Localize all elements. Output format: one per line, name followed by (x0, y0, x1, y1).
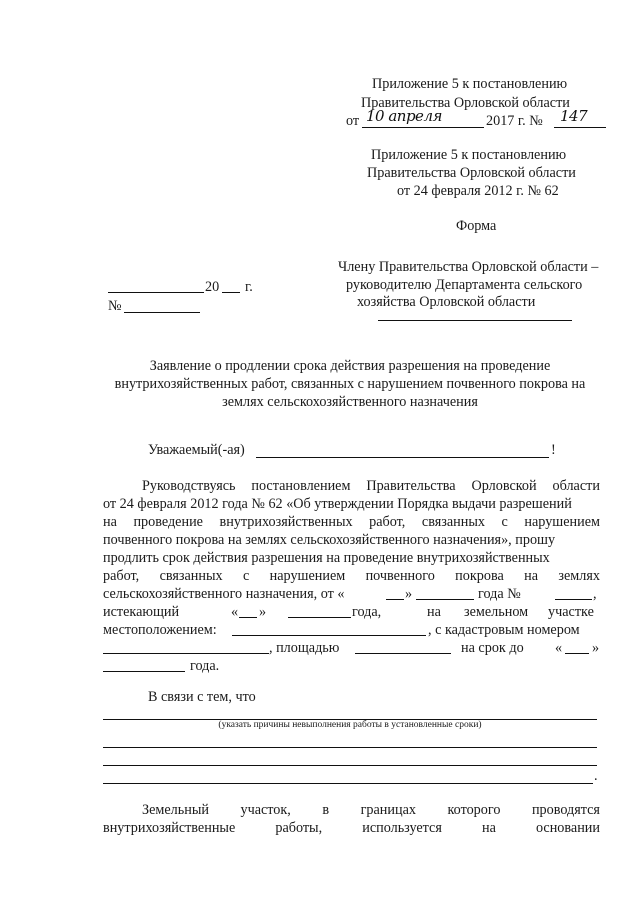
p1-l1-w3: Правительства (366, 478, 456, 494)
p1-l8-d: года, (352, 604, 382, 620)
p1-l9-a: местоположением: (103, 622, 217, 638)
appendix-old-line3: от 24 февраля 2012 г. № 62 (397, 183, 559, 199)
p1-l7-c: года № (478, 586, 521, 602)
p1-l3-w1: на (103, 514, 117, 530)
term-month-blank (103, 671, 185, 672)
year-suffix: г. (245, 279, 253, 295)
addressee-line3: хозяйства Орловской области (357, 294, 536, 310)
p1-l6-w4: нарушением (269, 568, 346, 584)
p1-l3-w7: нарушением (524, 514, 600, 530)
appendix-new-line2: Правительства Орловской области (361, 95, 570, 111)
p3-l1-w2: участок, (240, 802, 291, 818)
p1-l1-w2: постановлением (251, 478, 351, 494)
p1-l7-d: , (593, 586, 597, 602)
form-label: Форма (456, 218, 497, 234)
permit-number-blank (555, 599, 592, 600)
date-century: 20 (205, 279, 220, 295)
p3-l2-w5: основании (535, 820, 600, 836)
p1-l6-w6: покрова (455, 568, 504, 584)
p3-l1-w5: которого (447, 802, 501, 818)
reason-blank-3 (103, 765, 597, 766)
number-blank (124, 312, 200, 313)
p1-l10-d: » (592, 640, 600, 656)
p1-l6-w3: с (242, 568, 250, 584)
p1-l10-c: « (555, 640, 563, 656)
p1-l6-w2: связанных (159, 568, 223, 584)
p3-l1-w3: в (322, 802, 330, 818)
p1-l8-c: » (259, 604, 267, 620)
p1-l3-w2: проведение (133, 514, 203, 530)
p1-l8-e: на (427, 604, 441, 620)
reason-final-dot: . (594, 768, 598, 784)
p1-l6-w1: работ, (103, 568, 140, 584)
permit-day-blank (386, 599, 404, 600)
p3-l2-w1: внутрихозяйственные (103, 820, 236, 836)
p1-l7-b: » (405, 586, 413, 602)
p1-l8-b: « (231, 604, 239, 620)
appendix-date-handwritten: 10 апреля (366, 107, 442, 125)
p3-l2-w3: используется (362, 820, 442, 836)
appendix-date-prefix: от (346, 113, 360, 129)
p3-line2 (103, 820, 600, 837)
p1-l10-b: на срок до (461, 640, 524, 656)
p3-l1-w6: проводятся (531, 802, 600, 818)
expiry-month-blank (288, 617, 351, 618)
title-line1: Заявление о продлении срока действия разрешения на проведение (149, 358, 551, 374)
p1-l6-w5: почвенного (365, 568, 435, 584)
expiry-day-blank (239, 617, 257, 618)
appendix-date-field (362, 107, 484, 128)
p1-l9-b: , с кадастровым номером (428, 622, 580, 638)
salutation-end: ! (551, 442, 556, 458)
p3-line1 (142, 802, 600, 819)
p1-l11: года. (190, 658, 220, 674)
appendix-old-line2: Правительства Орловской области (367, 165, 576, 181)
p1-l3-w5: связанных (421, 514, 485, 530)
p1-line1 (142, 478, 600, 495)
p2-text: В связи с тем, что (148, 689, 256, 705)
p1-l8-a: истекающий (103, 604, 180, 620)
appendix-number-handwritten: 147 (560, 107, 588, 125)
p1-l6-w7: на (524, 568, 538, 584)
appendix-old-line1: Приложение 5 к постановлению (371, 147, 567, 163)
year-blank (222, 292, 240, 293)
p1-l10-a: , площадью (269, 640, 340, 656)
date-blank (108, 292, 204, 293)
title-line2: внутрихозяйственных работ, связанных с нарушением почвенного покрова на (114, 376, 586, 392)
p3-l2-w4: на (481, 820, 496, 836)
p1-l1-w5: области (552, 478, 600, 494)
location-blank (232, 635, 426, 636)
reason-blank-4 (103, 783, 593, 784)
p1-l7-a: сельскохозяйственного назначения, от « (103, 586, 345, 602)
p3-l1-w1: Земельный (142, 802, 209, 818)
p1-line5: продлить срок действия разрешения на проведение внутрихозяйственных (103, 550, 550, 566)
p1-l1-w4: Орловской (471, 478, 537, 494)
reason-blank-2 (103, 747, 597, 748)
p1-line2: от 24 февраля 2012 года № 62 «Об утверждении Порядка выдачи разрешений (103, 496, 572, 512)
salutation-text: Уважаемый(-ая) (148, 442, 245, 458)
addressee-line1: Члену Правительства Орловской области – (338, 259, 599, 275)
p1-l8-g: участке (548, 604, 594, 620)
title-line3: землях сельскохозяйственного назначения (222, 394, 478, 410)
p1-line6 (103, 568, 600, 585)
salutation-blank (256, 457, 549, 458)
cadastral-number-blank (103, 653, 269, 654)
p1-l1-w1: Руководствуясь (142, 478, 236, 494)
area-blank (355, 653, 451, 654)
p1-line4: почвенного покрова на землях сельскохозяйственного назначения», прошу (103, 532, 556, 548)
p1-l3-w3: внутрихозяйственных (219, 514, 353, 530)
appendix-year-text: 2017 г. № (486, 113, 543, 129)
addressee-line2: руководителю Департамента сельского (346, 277, 583, 293)
addressee-name-blank (378, 320, 572, 321)
p1-line3 (103, 514, 600, 531)
p3-l2-w2: работы, (275, 820, 323, 836)
appendix-new-line1: Приложение 5 к постановлению (372, 76, 568, 92)
term-day-blank (565, 653, 589, 654)
p3-l1-w4: границах (360, 802, 416, 818)
number-sign: № (108, 298, 122, 314)
permit-month-blank (416, 599, 474, 600)
p1-l8-f: земельном (464, 604, 529, 620)
p1-l3-w4: работ, (369, 514, 406, 530)
reason-hint: (указать причины невыполнения работы в установленные сроки) (218, 720, 482, 730)
p1-l6-w8: землях (558, 568, 600, 584)
p1-l3-w6: с (501, 514, 508, 530)
appendix-number-field (554, 107, 606, 128)
